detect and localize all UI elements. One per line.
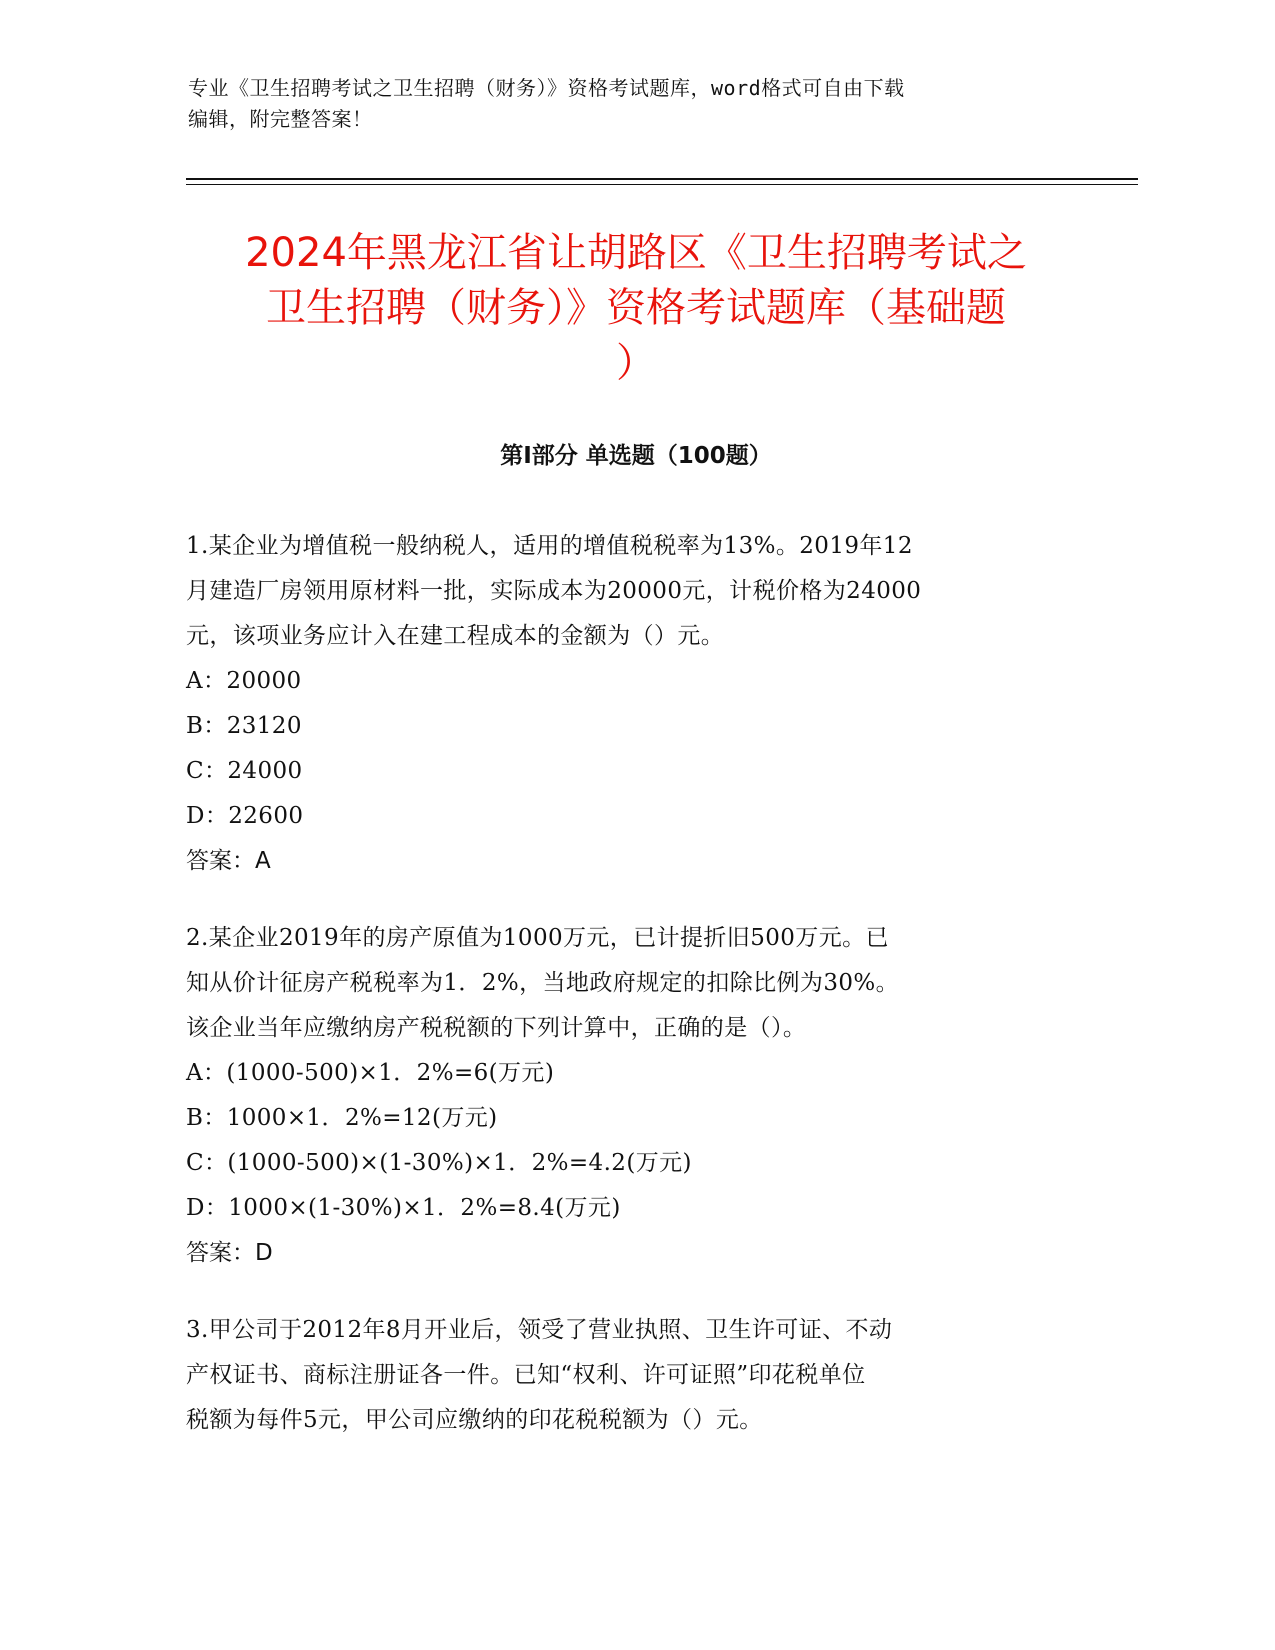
question-stem-line: 1.某企业为增值税一般纳税人，适用的增值税税率为13%。2019年12: [186, 533, 913, 559]
question-1: [186, 524, 1081, 884]
option-a: A：(1000-500)×1．2%=6(万元): [186, 1060, 555, 1086]
title-line: ）: [616, 340, 656, 386]
header-note: [188, 73, 1068, 135]
option-c: C：(1000-500)×(1-30%)×1．2%=4.2(万元): [186, 1150, 692, 1176]
question-stem-line: 元，该项业务应计入在建工程成本的金额为（）元。: [186, 623, 725, 649]
document-title: [186, 226, 1086, 391]
question-2: [186, 916, 1081, 1276]
header-divider-thin: [186, 184, 1138, 185]
option-d: D：22600: [186, 803, 304, 829]
option-b: B：1000×1．2%=12(万元): [186, 1105, 498, 1131]
question-stem-line: 税额为每件5元，甲公司应缴纳的印花税税额为（）元。: [186, 1407, 763, 1433]
title-line: 卫生招聘（财务）》资格考试题库（基础题: [266, 285, 1006, 331]
header-note-line: 编辑，附完整答案！: [188, 107, 373, 131]
option-c: C：24000: [186, 758, 303, 784]
title-line: 2024年黑龙江省让胡路区《卫生招聘考试之: [245, 230, 1027, 276]
header-note-line: 专业《卫生招聘考试之卫生招聘（财务）》资格考试题库，word格式可自由下载: [188, 76, 905, 100]
question-stem-line: 知从价计征房产税税率为1．2%，当地政府规定的扣除比例为30%。: [186, 970, 900, 996]
question-stem-line: 2.某企业2019年的房产原值为1000万元，已计提折旧500万元。已: [186, 925, 889, 951]
answer: 答案：D: [186, 1240, 273, 1266]
question-stem-line: 3.甲公司于2012年8月开业后，领受了营业执照、卫生许可证、不动: [186, 1317, 893, 1343]
section-title: 第Ⅰ部分 单选题（100题）: [500, 443, 772, 469]
option-d: D：1000×(1-30%)×1．2%=8.4(万元): [186, 1195, 621, 1221]
option-a: A：20000: [186, 668, 302, 694]
option-b: B：23120: [186, 713, 302, 739]
question-stem-line: 产权证书、商标注册证各一件。已知“权利、许可证照”印花税单位: [186, 1362, 866, 1388]
question-stem-line: 该企业当年应缴纳房产税税额的下列计算中，正确的是（）。: [186, 1015, 807, 1041]
question-stem-line: 月建造厂房领用原材料一批，实际成本为20000元，计税价格为24000: [186, 578, 922, 604]
answer: 答案：A: [186, 848, 271, 874]
question-3: [186, 1308, 1081, 1443]
question-list: [186, 524, 1081, 1475]
header-divider: [186, 178, 1138, 180]
